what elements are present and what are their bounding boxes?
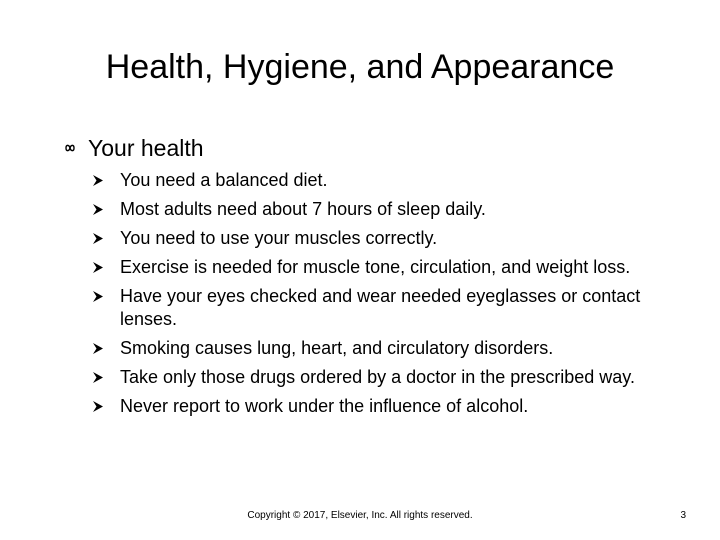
bullet-text: You need a balanced diet. [120, 170, 328, 190]
list-item [92, 198, 652, 221]
arrow-bullet-icon [92, 232, 104, 245]
bullet-text: Have your eyes checked and wear needed eyeglasses or contact lenses. [120, 286, 641, 329]
list-item [92, 366, 652, 389]
arrow-bullet-icon [92, 203, 104, 216]
bullet-text: Exercise is needed for muscle tone, circulation, and weight loss. [120, 257, 631, 277]
list-item [92, 256, 652, 279]
copyright-footer: Copyright © 2017, Elsevier, Inc. All rights reserved. [247, 510, 473, 521]
bullet-text: Take only those drugs ordered by a doctor in the prescribed way. [120, 367, 635, 387]
bullet-text: Smoking causes lung, heart, and circulatory disorders. [120, 338, 554, 358]
arrow-bullet-icon [92, 371, 104, 384]
bullet-list [92, 169, 652, 424]
list-item [92, 169, 652, 192]
arrow-bullet-icon [92, 342, 104, 355]
list-item [92, 285, 652, 331]
infinity-bullet-icon [62, 138, 78, 158]
bullet-text: You need to use your muscles correctly. [120, 228, 438, 248]
section-label: Your health [88, 135, 204, 161]
bullet-text: Never report to work under the influence of alcohol. [120, 396, 529, 416]
list-item [92, 395, 652, 418]
page-number: 3 [680, 510, 686, 521]
bullet-text: Most adults need about 7 hours of sleep daily. [120, 199, 486, 219]
slide-title: Health, Hygiene, and Appearance [105, 48, 615, 86]
list-item [92, 227, 652, 250]
list-item [92, 337, 652, 360]
arrow-bullet-icon [92, 290, 104, 303]
arrow-bullet-icon [92, 174, 104, 187]
arrow-bullet-icon [92, 261, 104, 274]
arrow-bullet-icon [92, 400, 104, 413]
